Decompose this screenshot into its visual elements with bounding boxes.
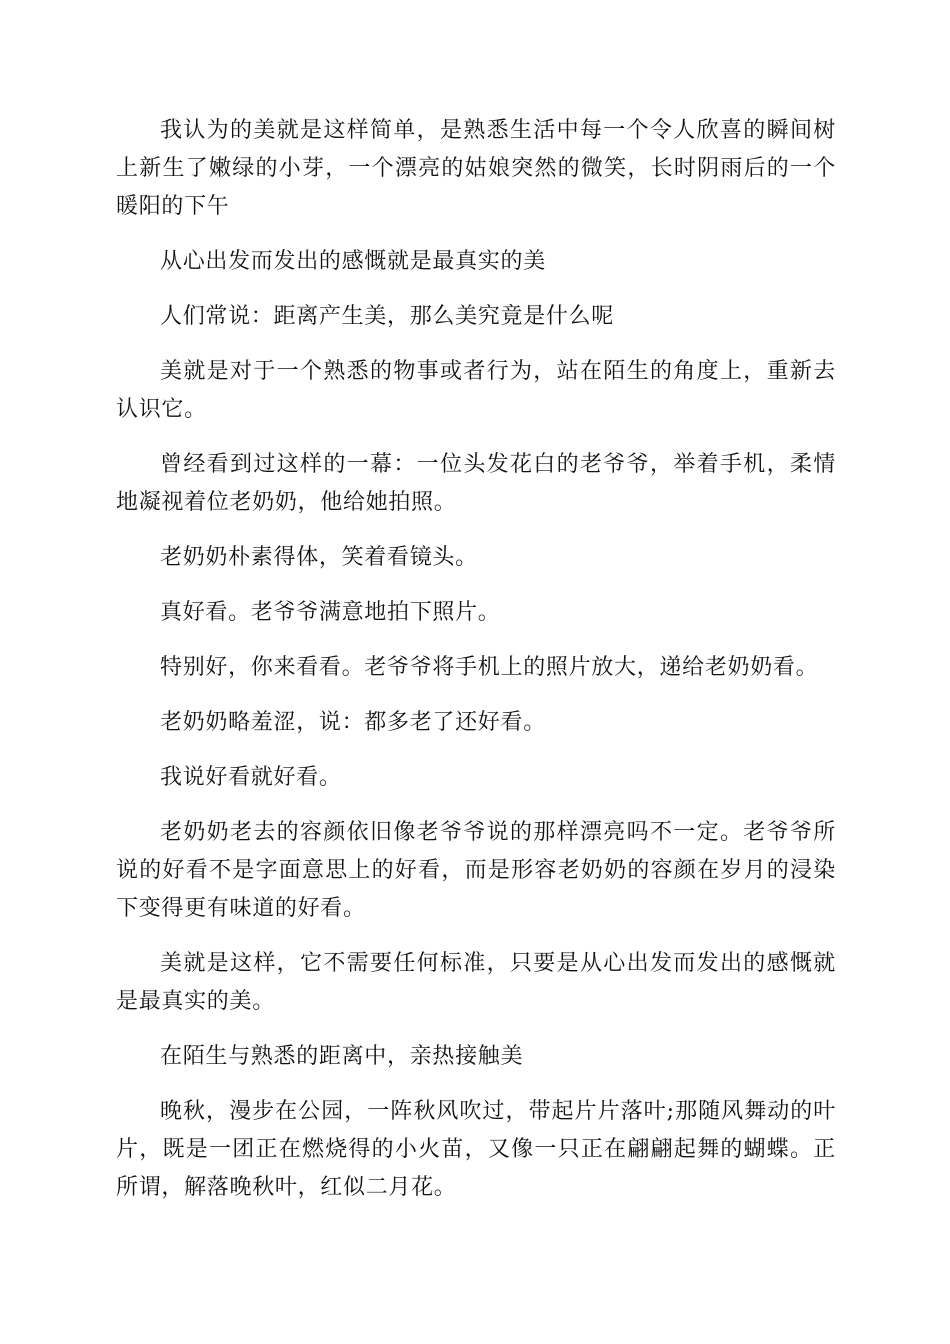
paragraph-2: 从心出发而发出的感慨就是最真实的美 — [160, 249, 546, 274]
paragraph-3: 人们常说：距离产生美，那么美究竟是什么呢 — [160, 304, 615, 329]
paragraph-1: 我认为的美就是这样简单，是熟悉生活中每一个令人欣喜的瞬间树上新生了嫩绿的小芽，一个漂亮的姑娘突然的微笑，长时阴雨后的一个暖阳的下午 — [116, 118, 836, 219]
paragraph-5: 曾经看到过这样的一幕：一位头发花白的老爷爷，举着手机，柔情地凝视着位老奶奶，他给她拍照。 — [116, 452, 836, 515]
paragraph-6: 老奶奶朴素得体，笑着看镜头。 — [160, 545, 478, 570]
document-body — [116, 112, 836, 1224]
paragraph-9: 老奶奶略羞涩，说：都多老了还好看。 — [160, 710, 546, 735]
paragraph-8: 特别好，你来看看。老爷爷将手机上的照片放大，递给老奶奶看。 — [160, 655, 819, 680]
paragraph-10: 我说好看就好看。 — [160, 765, 342, 790]
paragraph-4: 美就是对于一个熟悉的物事或者行为，站在陌生的角度上，重新去认识它。 — [116, 359, 836, 422]
paragraph-13: 在陌生与熟悉的距离中，亲热接触美 — [160, 1044, 524, 1069]
paragraph-12: 美就是这样，它不需要任何标准，只要是从心出发而发出的感慨就是最真实的美。 — [116, 951, 836, 1014]
paragraph-7: 真好看。老爷爷满意地拍下照片。 — [160, 600, 501, 625]
paragraph-14: 晚秋，漫步在公园，一阵秋风吹过，带起片片落叶;那随风舞动的叶片，既是一团正在燃烧得的小火苗，又像一只正在翩翩起舞的蝴蝶。正所谓，解落晚秋叶，红似二月花。 — [116, 1099, 836, 1200]
paragraph-11: 老奶奶老去的容颜依旧像老爷爷说的那样漂亮吗不一定。老爷爷所说的好看不是字面意思上的好看，而是形容老奶奶的容颜在岁月的浸染下变得更有味道的好看。 — [116, 820, 836, 921]
